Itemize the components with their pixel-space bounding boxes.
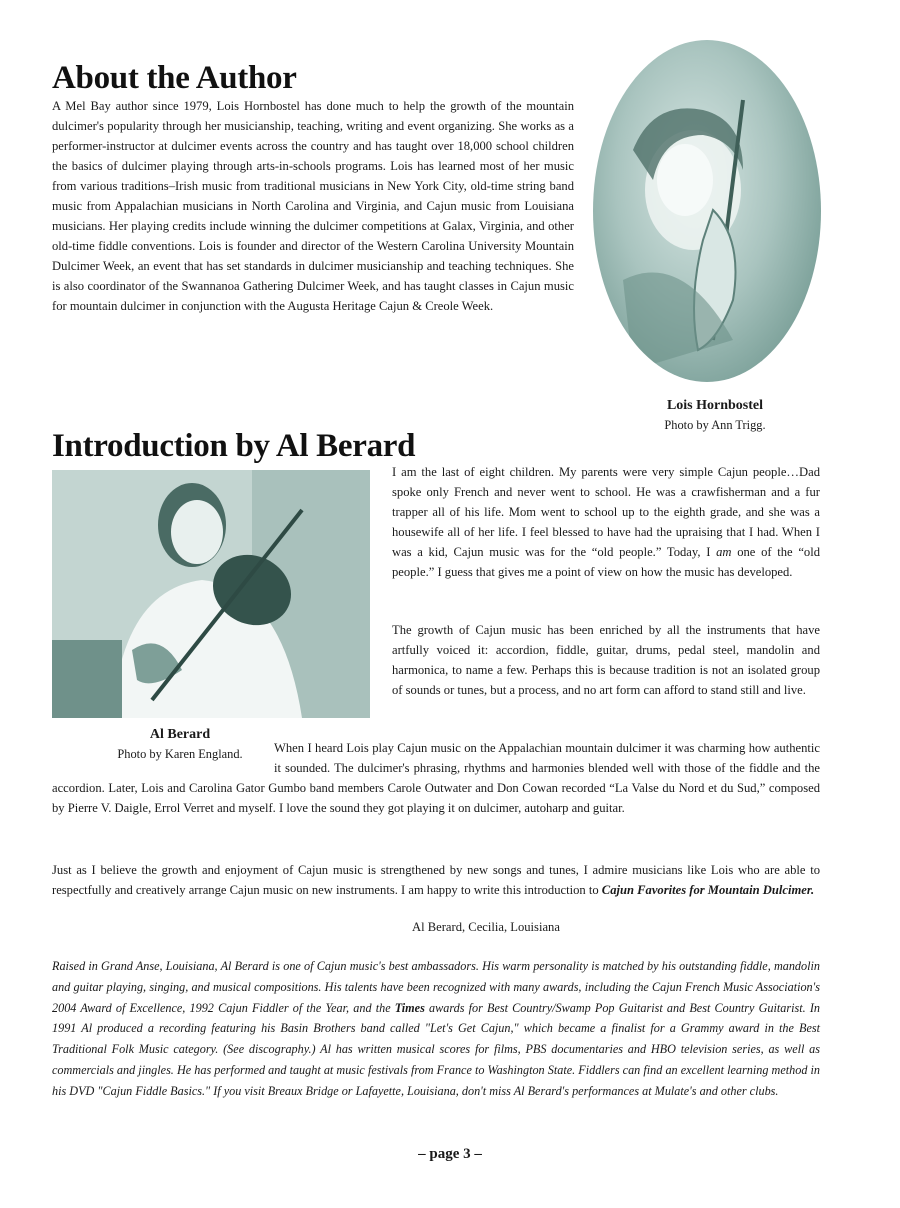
- intro-paragraph-3: When I heard Lois play Cajun music on the Appalachian mountain dulcimer it was charming how authentic it sounded. The dulcimer's phrasing, rhythms and harmonies blended well with those of the fiddle and the accordion. Later, Lois and Carolina Gator Gumbo band members Carole Outwater and Don Cowan recorded “La Valse du Nord et du Sud,” composed by Pierre V. Daigle, Errol Verret and myself. I love the sound they got playing it on dulcimer, autoharp and guitar.: [52, 741, 820, 815]
- lois-photo-credit: Photo by Ann Trigg.: [664, 418, 766, 432]
- page-number: – page 3 –: [418, 1146, 482, 1162]
- intro-paragraph-1: [392, 462, 820, 582]
- intro-paragraph-3-wrap: [52, 738, 820, 818]
- lois-hornbostel-photo: [593, 40, 821, 382]
- intro-p1-end: one of the “old people.” I guess that gives me a point of view on how the music has developed.: [392, 545, 821, 579]
- intro-heading: Introduction by Al Berard: [52, 428, 416, 464]
- intro-p1-emphasis: am: [716, 545, 732, 559]
- lois-photo-illustration: [593, 40, 821, 382]
- bio-times: Times: [394, 1000, 425, 1015]
- bio-text-1: Raised in Grand Anse, Louisiana, Al Berard is one of Cajun music's best ambassadors. His warm personality is matched by his outstanding fiddle, mandolin and guitar playing, singing, and musical compositions. His talents have been recognized with many awards, including the Cajun French Music Association's 2004 Award of Excellence, 1992 Cajun Fiddler of the Year, and the: [52, 959, 820, 1015]
- al-berard-bio: [52, 956, 820, 1102]
- intro-p4-text: Just as I believe the growth and enjoyment of Cajun music is strengthened by new songs and tunes, I admire musicians like Lois who are able to respectfully and creatively arrange Cajun music on new instruments. I am happy to write this introduction to: [52, 863, 820, 897]
- about-body: A Mel Bay author since 1979, Lois Hornbostel has done much to help the growth of the mountain dulcimer's popularity through her musicianship, teaching, writing and event organizing. She works as a performer-instructor at dulcimer events across the country and has taught over 18,000 school children the basics of dulcimer playing through arts-in-schools programs. Lois has learned most of her music from various traditions–Irish music from traditional musicians in New York City, old-time string band music from Appalachian musicians in North Carolina and Virginia, and Cajun music from Louisiana musicians. Her playing credits include winning the dulcimer competitions at Galax, Virginia, and other old-time fiddle conventions. Lois is founder and director of the Western Carolina University Mountain Dulcimer Week, an event that has set standards in dulcimer musicianship and teaching techniques. She is also coordinator of the Swannanoa Gathering Dulcimer Week, and has taught classes in Cajun music for mountain dulcimer in conjunction with the Augusta Heritage Cajun & Creole Week.: [52, 99, 574, 313]
- al-photo-credit: Photo by Karen England.: [117, 747, 243, 761]
- intro-p1-text: I am the last of eight children. My parents were very simple Cajun people…Dad spoke only French and never went to school. He was a crawfisherman and a fur trapper all of his life. Mom went to school up to the eighth grade, and she was a housewife all of her life. I feel blessed to have had the upraising that I had. When I was a kid, Cajun music was for the “old people.” Today, I: [392, 465, 820, 559]
- intro-signature: Al Berard, Cecilia, Louisiana: [412, 920, 560, 934]
- lois-photo-name: Lois Hornbostel: [666, 398, 764, 413]
- about-heading: About the Author: [52, 60, 297, 96]
- book-title: Cajun Favorites for Mountain Dulcimer.: [601, 883, 815, 897]
- al-photo-illustration: [52, 470, 370, 718]
- intro-paragraph-2: The growth of Cajun music has been enriched by all the instruments that have artfully voiced it: accordion, fiddle, guitar, drums, pedal steel, mandolin and harmonica, to name a few. Perhaps this is because tradition is not an isolated group of sounds or tunes, but a process, and no art form can afford to stand still and live.: [392, 623, 820, 697]
- al-berard-photo: [52, 470, 370, 718]
- intro-paragraph-4: [52, 860, 820, 900]
- bio-text-2: awards for Best Country/Swamp Pop Guitarist and Best Country Guitarist. In 1991 Al produced a recording featuring his Basin Brothers band called "Let's Get Cajun," which became a finalist for a Grammy award in the Best Traditional Folk Music category. (See discography.) Al has written musical scores for films, PBS documentaries and HBO television series, as well as commercials and jingles. He has performed and taught at music festivals from France to Washington State. Fiddlers can find an excellent learning method in his DVD "Cajun Fiddle Basics." If you visit Breaux Bridge or Lafayette, Louisiana, don't miss Al Berard's performances at Mulate's and other clubs.: [52, 1000, 821, 1098]
- al-photo-name: Al Berard: [149, 727, 211, 742]
